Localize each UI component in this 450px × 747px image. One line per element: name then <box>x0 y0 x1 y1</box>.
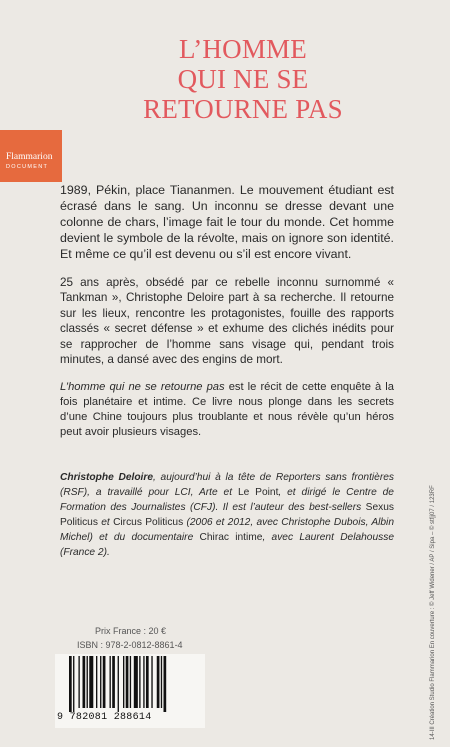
author-bio <box>60 470 394 560</box>
bio-cfj: Centre de Formation des Journalistes (CFJ) <box>60 487 394 514</box>
barcode-bar <box>96 656 97 708</box>
collection-name: DOCUMENT <box>6 164 49 170</box>
barcode-bar <box>110 656 111 708</box>
title-line-3: RETOURNE PAS <box>143 94 343 124</box>
barcode-bar <box>103 656 106 708</box>
barcode-bar <box>87 656 88 708</box>
barcode-bar <box>112 656 115 708</box>
barcode-bar <box>69 656 72 712</box>
bio-chirac: Chirac intime <box>199 532 263 544</box>
bio-text: , aujourd’hui à la tête de <box>153 472 276 484</box>
barcode-bar <box>118 656 119 712</box>
barcode-bar <box>100 656 101 708</box>
barcode-bar <box>139 656 140 708</box>
author-name: Christophe Deloire <box>60 472 154 484</box>
barcode <box>55 654 205 728</box>
barcode-bar <box>73 656 74 712</box>
barcode-bar <box>126 656 129 708</box>
bio-arte: Arte <box>198 487 218 499</box>
barcode-bar <box>143 656 144 708</box>
barcode-digits: 9 782081 288614 <box>57 712 152 723</box>
bio-text: . Il est l’auteur des best-sellers <box>215 502 366 514</box>
barcode-bar <box>164 656 167 712</box>
bio-lci: LCI <box>174 487 191 499</box>
bio-text: et <box>217 487 238 499</box>
back-cover-text <box>60 182 394 573</box>
paragraph-2: 25 ans après, obsédé par ce rebelle inconnu surnommé « Tankman », Christophe Deloire part à sa recherche. Il retourne sur les lieux, rencontre les protagonistes, fouille des rapports classés « secret défense » et exhume des clichés inédits pour se rapprocher de l’homme sans visage qui, pendant trois minutes, a dansé avec des engins de mort. <box>60 276 394 367</box>
barcode-bar <box>123 656 124 708</box>
publisher-tab <box>0 130 62 182</box>
bio-text: , et dirigé le <box>278 487 347 499</box>
barcode-bar <box>151 656 152 708</box>
barcode-bar <box>134 656 138 708</box>
title-line-1: L’HOMME <box>179 34 307 64</box>
barcode-bar <box>157 656 160 708</box>
bio-lepoint: Le Point <box>237 487 279 499</box>
bio-circus: Circus Politicus <box>113 517 184 529</box>
side-credits-text: 14-III Création Studio Flammarion En couverture : © Jeff Widener / AP / Sipa – © stfjj07 / 123RF <box>430 485 436 740</box>
book-title <box>110 34 376 124</box>
bio-text: (2006 et 2012, avec Christophe Dubois, Albin Michel) et du documentaire <box>60 517 394 544</box>
bio-text: et <box>97 517 114 529</box>
side-credits <box>424 412 438 742</box>
bio-text: , <box>190 487 199 499</box>
isbn: ISBN : 978-2-0812-8861-4 <box>77 640 183 650</box>
bio-text: , a travaillé pour <box>87 487 175 499</box>
publisher-name: Flammarion <box>6 152 53 162</box>
bio-sexus: Sexus Politicus <box>60 502 394 529</box>
price: Prix France : 20 € <box>95 626 167 636</box>
title-line-2: QUI NE SE <box>177 64 309 94</box>
barcode-bar <box>146 656 149 708</box>
bio-text: , avec Laurent Delahousse (France 2). <box>60 532 394 559</box>
barcode-bar <box>78 656 79 708</box>
book-title-italic: L’homme qui ne se retourne pas <box>60 381 225 394</box>
paragraph-3-text: est le récit de cette enquête à la fois planétaire et intime. Ce livre nous plonge dans les secrets d’une Chine toujours plus troublante et nous révèle qu’un héros peut avoir plusieurs visages. <box>60 381 394 439</box>
bio-rsf: Reporters sans frontières (RSF) <box>60 472 394 499</box>
barcode-bars <box>69 656 193 712</box>
paragraph-3 <box>60 380 394 440</box>
barcode-bar <box>130 656 131 708</box>
barcode-bar <box>89 656 93 708</box>
barcode-bar <box>83 656 86 708</box>
paragraph-1: 1989, Pékin, place Tiananmen. Le mouvement étudiant est écrasé dans le sang. Un inconnu se dresse devant une colonne de chars, l’image fait le tour du monde. Cet homme devient le symbole de la révolte, mais on ignore son identité. Et même ce qu’il est devenu ou s’il est encore vivant. <box>60 183 394 261</box>
barcode-bar <box>161 656 162 708</box>
